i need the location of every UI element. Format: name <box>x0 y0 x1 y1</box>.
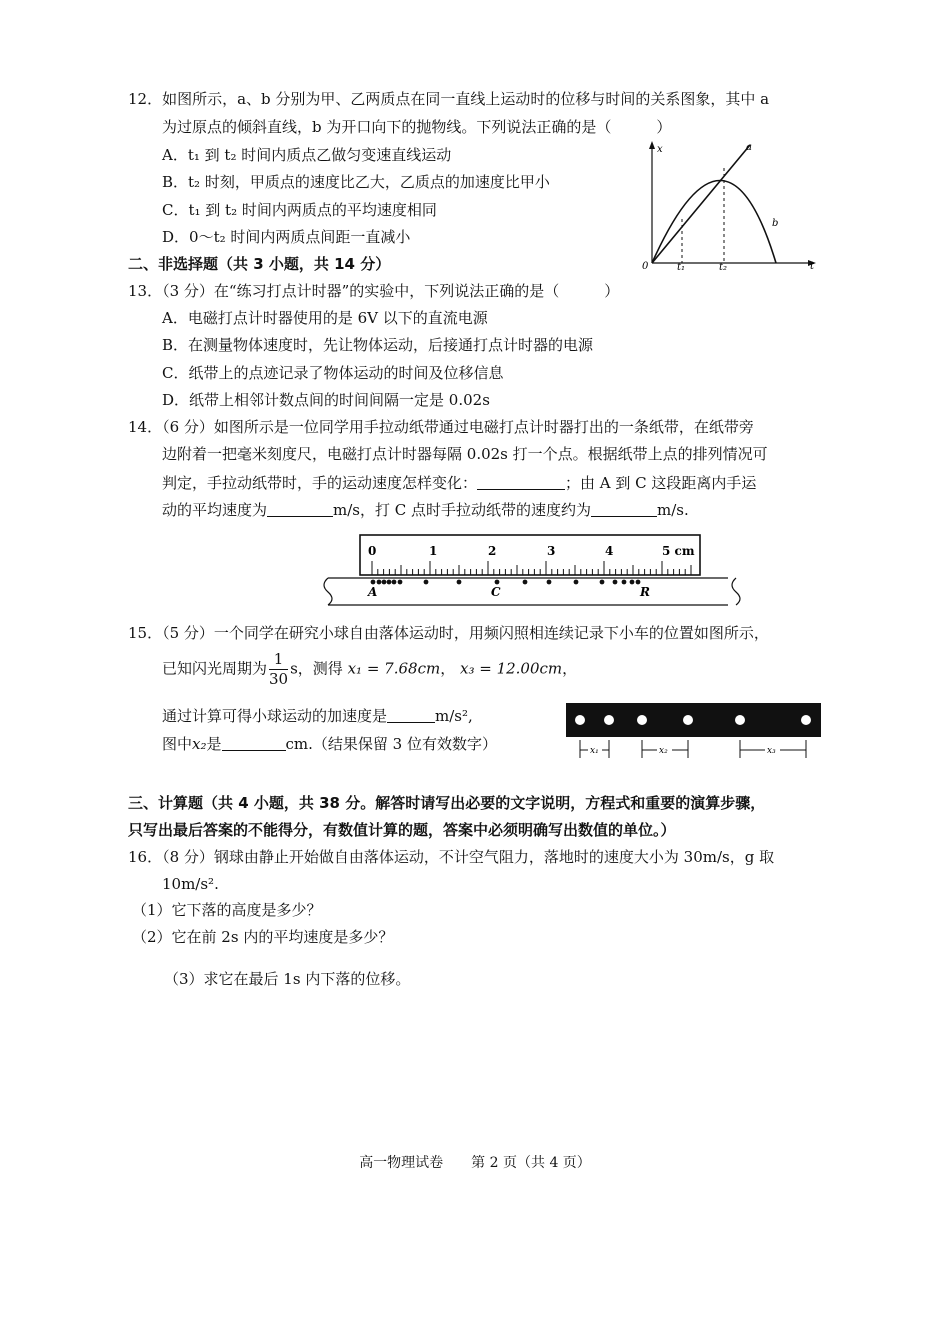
axis-x-label: x <box>657 144 663 155</box>
tape-dot <box>424 580 429 585</box>
tape-dot <box>371 580 376 585</box>
tape-dots <box>371 580 641 585</box>
q14-blank-speed-change[interactable] <box>477 475 565 490</box>
q12-option-b: B．t₂ 时刻，甲质点的速度比乙大，乙质点的加速度比甲小 <box>162 173 550 191</box>
ruler-tick-label-4: 4 <box>605 544 614 558</box>
q13-option-b: B．在测量物体速度时，先让物体运动，后接通打点计时器的电源 <box>162 336 594 354</box>
q15-line2-end: ， <box>562 659 578 678</box>
ruler-tick-label-3: 3 <box>547 544 556 558</box>
q15-flash-strip <box>566 700 826 762</box>
t1-label: t₁ <box>677 262 686 273</box>
strip-ball <box>801 715 811 725</box>
curve-b-label: b <box>772 218 779 229</box>
q14-line2: 边附着一把毫米刻度尺，电磁打点计时器每隔 0.02s 打一个点。根据纸带上点的排列情况可 <box>162 445 768 463</box>
tape-dot <box>495 580 500 585</box>
q15-blank-acceleration[interactable] <box>387 708 435 723</box>
strip-ball <box>604 715 614 725</box>
tape-dot <box>387 580 392 585</box>
q14-ruler-tape <box>318 530 748 608</box>
ruler-tick-label-0: 0 <box>368 544 377 558</box>
q12-graph <box>630 138 825 273</box>
q13-option-c: C．纸带上的点迹记录了物体运动的时间及位移信息 <box>162 364 504 382</box>
point-r-label: R <box>640 585 650 599</box>
strip-x1-label: x₁ <box>590 746 599 756</box>
q15-line2-text-b: s，测得 <box>290 659 343 678</box>
point-c-label: C <box>491 585 501 599</box>
axis-t-label: t <box>810 261 815 272</box>
q14-blank-c-speed[interactable] <box>591 502 657 517</box>
q14-line3-text-b: ；由 A 到 C 这段距离内手运 <box>565 474 757 492</box>
q14-line4-text-a: 动的平均速度为 <box>162 501 268 519</box>
tape-dot <box>377 580 382 585</box>
q16-line2: 10m/s². <box>162 875 219 893</box>
x-axis-arrow-icon <box>649 141 655 149</box>
q15-line2 <box>162 652 577 687</box>
q15-separator: ， <box>440 659 456 678</box>
q15-line4-text-a: 图中 <box>162 735 193 753</box>
q13-option-d: D．纸带上相邻计数点间的时间间隔一定是 0.02s <box>162 391 490 409</box>
q15-line4-text-c: cm.（结果保留 3 位有效数字） <box>285 735 497 753</box>
q16-sub2: （2）它在前 2s 内的平均速度是多少？ <box>132 928 394 946</box>
q15-line4-text-b: 是 <box>206 735 222 753</box>
q14-line4-text-c: m/s. <box>657 501 689 519</box>
strip-x3-label: x₃ <box>767 746 776 756</box>
q12-line2: 为过原点的倾斜直线，b 为开口向下的抛物线。下列说法正确的是（ ） <box>162 118 672 136</box>
flash-period-fraction <box>269 652 288 687</box>
q12-option-c: C．t₁ 到 t₂ 时间内两质点的平均速度相同 <box>162 201 437 219</box>
q13-line1: 13．（3 分）在“练习打点计时器”的实验中，下列说法正确的是（ ） <box>128 282 620 300</box>
tape-dot <box>600 580 605 585</box>
fraction-denominator: 30 <box>269 670 289 688</box>
q15-line2-text-a: 已知闪光周期为 <box>162 659 268 678</box>
section2-heading: 二、非选择题（共 3 小题，共 14 分） <box>128 255 391 273</box>
tape-dot <box>613 580 618 585</box>
t2-label: t₂ <box>719 262 728 273</box>
strip-ball <box>735 715 745 725</box>
strip-ball <box>683 715 693 725</box>
q15-line3-text-b: m/s², <box>435 707 473 725</box>
tape-left-break <box>324 578 332 605</box>
q12-option-d: D．0～t₂ 时间内两质点间距一直减小 <box>162 228 411 246</box>
strip-x2-label: x₂ <box>659 746 668 756</box>
q12-line1: 12．如图所示，a、b 分别为甲、乙两质点在同一直线上运动时的位移与时间的关系图象，其中 a <box>128 90 770 108</box>
tape-right-break <box>732 578 740 605</box>
ruler-body <box>360 535 700 575</box>
line-a <box>652 145 750 263</box>
fraction-numerator: 1 <box>269 652 288 670</box>
tape-dot <box>574 580 579 585</box>
q14-line4 <box>162 502 689 518</box>
strip-ball <box>575 715 585 725</box>
tape-dot <box>457 580 462 585</box>
q15-blank-x2[interactable] <box>222 736 286 751</box>
origin-label: 0 <box>642 261 649 272</box>
q15-line1: 15．（5 分）一个同学在研究小球自由落体运动时，用频闪照相连续记录下小车的位置如图所示， <box>128 624 769 642</box>
ruler-tick-label-2: 2 <box>488 544 497 558</box>
q15-line4 <box>162 736 497 752</box>
x2-variable: x₂ <box>192 735 207 753</box>
section3-heading-line2: 只写出最后答案的不能得分，有数值计算的题，答案中必须明确写出数值的单位。） <box>128 821 676 839</box>
section3-heading-line1: 三、计算题（共 4 小题，共 38 分。解答时请写出必要的文字说明，方程式和重要的演算步骤， <box>128 794 766 812</box>
q16-sub3: （3）求它在最后 1s 内下落的位移。 <box>164 970 411 988</box>
tape-dot <box>622 580 627 585</box>
x1-equation: x₁ = 7.68cm <box>347 659 441 678</box>
q14-line3 <box>162 475 756 491</box>
q14-line1: 14．（6 分）如图所示是一位同学用手拉动纸带通过电磁打点计时器打出的一条纸带，在纸带旁 <box>128 418 754 436</box>
parabola-b <box>652 181 779 264</box>
tape-dot <box>523 580 528 585</box>
curve-a-label: a <box>746 142 752 153</box>
tape-dot <box>382 580 387 585</box>
tape-dot <box>392 580 397 585</box>
tape-dot <box>547 580 552 585</box>
ruler-tick-label-5: 5 cm <box>662 544 695 558</box>
strip-ball <box>637 715 647 725</box>
point-a-label: A <box>368 585 378 599</box>
q16-sub1: （1）它下落的高度是多少？ <box>132 901 322 919</box>
q15-line3-text-a: 通过计算可得小球运动的加速度是 <box>162 707 388 725</box>
q16-line1: 16．（8 分）钢球由静止开始做自由落体运动，不计空气阻力，落地时的速度大小为 30m/s，g 取 <box>128 848 775 866</box>
x3-equation: x₃ = 12.00cm <box>460 659 563 678</box>
ruler-tick-label-1: 1 <box>429 544 438 558</box>
tape-dot <box>398 580 403 585</box>
q14-line3-text-a: 判定，手拉动纸带时，手的运动速度怎样变化： <box>162 474 478 492</box>
q15-line3 <box>162 708 473 724</box>
q14-blank-avg-speed[interactable] <box>267 502 333 517</box>
q13-option-a: A．电磁打点计时器使用的是 6V 以下的直流电源 <box>162 309 488 327</box>
q12-option-a: A．t₁ 到 t₂ 时间内质点乙做匀变速直线运动 <box>162 146 452 164</box>
page-footer: 高一物理试卷 第 2 页（共 4 页） <box>359 1155 591 1171</box>
tape-dot <box>636 580 641 585</box>
q14-line4-text-b: m/s，打 C 点时手拉动纸带的速度约为 <box>333 501 592 519</box>
tape-dot <box>630 580 635 585</box>
